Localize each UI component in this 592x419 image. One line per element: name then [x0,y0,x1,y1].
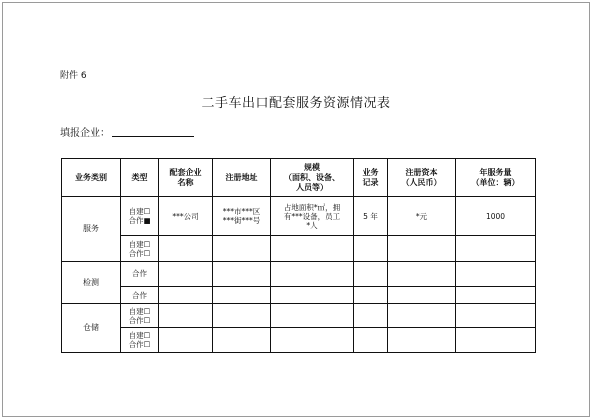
partner-cell[interactable]: ***公司 [159,197,213,236]
attachment-label: 附件 6 [60,71,87,81]
record-cell[interactable] [354,328,388,353]
header-row [62,159,536,197]
address-cell[interactable] [213,328,271,353]
header-capital-line: （人民币） [401,177,442,187]
type-cell-line: 自建☐ [128,239,151,249]
type-cell[interactable] [121,197,159,236]
resource-table [61,158,536,353]
header-scale-line: 规模 [304,162,320,172]
category-cell: 仓储 [62,304,121,353]
record-cell[interactable] [354,286,388,304]
annual-cell[interactable] [456,286,536,304]
table-row [62,286,536,304]
header-address: 注册地址 [213,159,271,197]
partner-cell[interactable] [159,236,213,262]
scale-cell[interactable] [271,328,354,353]
header-scale-line: （面积、设备、 [284,172,340,182]
table-row [62,304,536,328]
header-capital-line: 注册资本 [405,167,438,177]
scale-cell[interactable] [271,304,354,328]
table-row [62,197,536,236]
reporter-field [60,124,194,139]
address-cell[interactable] [213,286,271,304]
type-cell[interactable] [121,328,159,353]
type-cell[interactable] [121,304,159,328]
type-cell-line: 合作☐ [128,315,151,325]
scale-cell-line: 有***设备，员工 [283,211,341,221]
header-partner [159,159,213,197]
type-cell-line: 合作☐ [128,248,151,258]
annual-cell[interactable] [456,304,536,328]
address-cell-line: ***市***区 [222,207,261,217]
annual-cell[interactable] [456,328,536,353]
address-cell[interactable] [213,304,271,328]
record-cell[interactable] [354,304,388,328]
type-cell[interactable] [121,286,159,304]
table-row [62,262,536,287]
type-cell-line: 合作 [132,269,147,279]
header-annual [456,159,536,197]
header-scale-line: 人员等） [296,182,328,192]
scale-cell[interactable] [271,262,354,287]
record-cell[interactable] [354,236,388,262]
record-cell[interactable]: 5 年 [354,197,388,236]
annual-cell[interactable]: 1000 [456,197,536,236]
address-cell[interactable] [213,236,271,262]
header-partner-line: 名称 [177,177,194,187]
partner-cell[interactable] [159,262,213,287]
type-cell-line: 自建☐ [128,331,151,341]
scale-cell-line: *人 [306,220,318,230]
table-row [62,328,536,353]
table-row [62,236,536,262]
address-cell-line: ***街***号 [222,216,261,226]
reporter-label: 填报企业： [60,128,110,139]
partner-cell[interactable] [159,328,213,353]
scale-cell[interactable] [271,197,354,236]
scale-cell[interactable] [271,286,354,304]
capital-cell[interactable] [388,304,456,328]
capital-cell[interactable] [388,262,456,287]
header-type: 类型 [121,159,159,197]
address-cell[interactable] [213,262,271,287]
scale-cell[interactable] [271,236,354,262]
capital-cell[interactable] [388,328,456,353]
header-record [354,159,388,197]
partner-cell[interactable] [159,304,213,328]
header-partner-line: 配套企业 [169,167,202,177]
scale-cell-line: 占地面积*㎡，拥 [283,202,341,212]
annual-cell[interactable] [456,262,536,287]
type-cell[interactable] [121,262,159,287]
type-cell-line: 自建☐ [128,306,151,316]
header-scale [271,159,354,197]
type-cell-line: 自建☐ [128,207,151,217]
header-category: 业务类别 [62,159,121,197]
annual-cell[interactable] [456,236,536,262]
reporter-blank-line[interactable] [112,126,194,137]
header-annual-line: 年服务量 [479,167,512,177]
capital-cell[interactable] [388,236,456,262]
partner-cell[interactable] [159,286,213,304]
header-capital [388,159,456,197]
capital-cell[interactable]: *元 [388,197,456,236]
category-cell: 检测 [62,262,121,304]
type-cell-line: 合作■ [128,216,151,226]
page-title: 二手车出口配套服务资源情况表 [201,96,391,111]
table-body [62,197,536,353]
type-cell-line: 合作☐ [128,340,151,350]
record-cell[interactable] [354,262,388,287]
address-cell[interactable] [213,197,271,236]
header-record-line: 业务 [362,167,379,177]
type-cell-line: 合作 [132,290,147,300]
type-cell[interactable] [121,236,159,262]
capital-cell[interactable] [388,286,456,304]
header-record-line: 记录 [362,177,379,187]
category-cell: 服务 [62,197,121,262]
header-annual-line: （单位：辆） [471,177,520,187]
